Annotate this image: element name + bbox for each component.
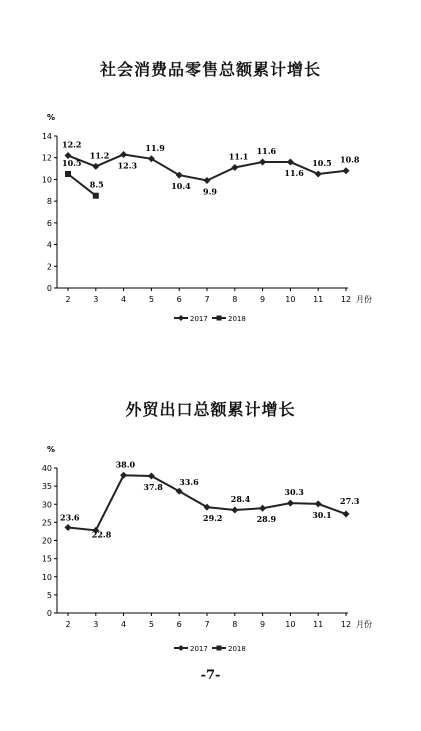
- legend-marker-2017: [178, 645, 184, 651]
- data-label-2017: 12.3: [117, 160, 138, 171]
- x-tick-label: 12: [340, 620, 352, 629]
- data-point-2017: [231, 164, 238, 171]
- legend-label-2017: 2017: [190, 315, 208, 323]
- data-point-2017: [120, 472, 127, 479]
- y-tick-label: 14: [41, 132, 52, 141]
- data-point-2017: [204, 177, 211, 184]
- y-tick-label: 12: [41, 153, 52, 163]
- data-label-2017: 29.2: [203, 513, 223, 524]
- data-point-2017: [65, 524, 72, 531]
- x-tick-label: 3: [93, 295, 99, 304]
- legend-marker-2018: [217, 646, 222, 651]
- data-label-2017: 11.9: [145, 142, 165, 153]
- retail-sales-line-chart: [0, 110, 421, 390]
- data-point-2018: [93, 193, 99, 199]
- y-tick-label: 8: [46, 197, 52, 207]
- x-tick-label: 12: [340, 295, 352, 304]
- y-tick-label: 30: [41, 500, 52, 510]
- x-tick-label: 6: [176, 295, 182, 304]
- data-label-2017: 11.1: [228, 151, 249, 162]
- export-line-chart: [0, 420, 421, 670]
- chart-title: 社会消费品零售总额累计增长: [99, 60, 321, 79]
- x-tick-label: 7: [204, 620, 210, 629]
- data-point-2017: [315, 171, 322, 178]
- chart-title: 外贸出口总额累计增长: [125, 400, 296, 419]
- data-point-2017: [287, 500, 294, 507]
- data-point-2017: [259, 159, 266, 166]
- x-tick-label: 11: [313, 295, 324, 304]
- legend-label-2018: 2018: [228, 315, 246, 323]
- data-label-2017: 23.6: [60, 512, 80, 523]
- x-axis-unit-label: 月份: [356, 295, 372, 304]
- y-tick-label: 25: [41, 518, 52, 528]
- data-point-2017: [259, 505, 266, 512]
- data-point-2017: [92, 163, 99, 170]
- data-label-2017: 22.8: [91, 529, 112, 540]
- data-label-2017: 11.2: [89, 150, 110, 161]
- data-label-2017: 28.4: [230, 494, 251, 505]
- data-point-2018: [65, 171, 71, 177]
- data-label-2017: 30.3: [284, 487, 304, 498]
- y-tick-label: 0: [46, 284, 52, 293]
- y-tick-label: 40: [41, 464, 52, 473]
- x-tick-label: 7: [204, 295, 210, 304]
- data-point-2017: [315, 500, 322, 507]
- x-tick-label: 11: [313, 620, 324, 629]
- data-label-2017: 11.6: [284, 168, 304, 179]
- x-tick-label: 5: [148, 295, 154, 304]
- data-point-2017: [231, 507, 238, 514]
- data-label-2017: 30.1: [312, 509, 332, 520]
- page-number: -7-: [200, 668, 221, 683]
- x-tick-label: 5: [148, 620, 154, 629]
- data-label-2017: 10.4: [171, 181, 191, 192]
- data-label-2017: 37.8: [143, 481, 163, 492]
- x-tick-label: 8: [232, 295, 238, 304]
- legend-marker-2018: [217, 316, 222, 321]
- x-tick-label: 10: [285, 620, 296, 629]
- data-label-2017: 27.3: [340, 496, 360, 507]
- data-label-2017: 12.2: [62, 139, 82, 150]
- x-tick-label: 8: [232, 620, 238, 629]
- y-tick-label: 20: [41, 536, 52, 546]
- data-label-2017: 33.6: [179, 477, 199, 488]
- data-label-2017: 38.0: [115, 459, 136, 470]
- x-tick-label: 4: [121, 620, 127, 629]
- y-tick-label: 10: [41, 175, 52, 185]
- series-line-2017: [68, 154, 346, 180]
- x-tick-label: 4: [121, 295, 127, 304]
- data-point-2017: [120, 151, 127, 158]
- legend-marker-2017: [178, 315, 184, 321]
- y-tick-label: 6: [46, 218, 52, 228]
- x-tick-label: 2: [65, 620, 71, 629]
- y-tick-label: 15: [41, 554, 52, 564]
- y-tick-label: 10: [41, 572, 52, 582]
- y-tick-label: 5: [46, 590, 52, 600]
- x-tick-label: 9: [260, 620, 266, 629]
- y-unit-label: %: [47, 113, 56, 122]
- y-tick-label: 0: [46, 609, 52, 618]
- data-label-2017: 11.6: [256, 146, 277, 157]
- x-tick-label: 10: [285, 295, 296, 304]
- legend-label-2018: 2018: [228, 645, 246, 653]
- data-label-2017: 28.9: [256, 514, 277, 525]
- x-tick-label: 3: [93, 620, 99, 629]
- y-tick-label: 4: [46, 240, 52, 250]
- data-point-2017: [343, 511, 350, 518]
- y-tick-label: 35: [41, 482, 52, 492]
- y-unit-label: %: [47, 445, 56, 454]
- x-axis-unit-label: 月份: [356, 620, 372, 629]
- data-label-2017: 10.5: [312, 158, 332, 168]
- legend-label-2017: 2017: [190, 645, 208, 653]
- x-tick-label: 6: [176, 620, 182, 629]
- data-label-2017: 9.9: [203, 186, 217, 197]
- data-label-2017: 10.8: [340, 154, 360, 165]
- data-point-2017: [343, 167, 350, 174]
- y-tick-label: 2: [46, 262, 52, 272]
- data-label-2018: 10.5: [62, 158, 82, 168]
- data-label-2018: 8.5: [89, 179, 104, 190]
- x-tick-label: 9: [260, 295, 266, 304]
- data-point-2017: [287, 159, 294, 166]
- x-tick-label: 2: [65, 295, 71, 304]
